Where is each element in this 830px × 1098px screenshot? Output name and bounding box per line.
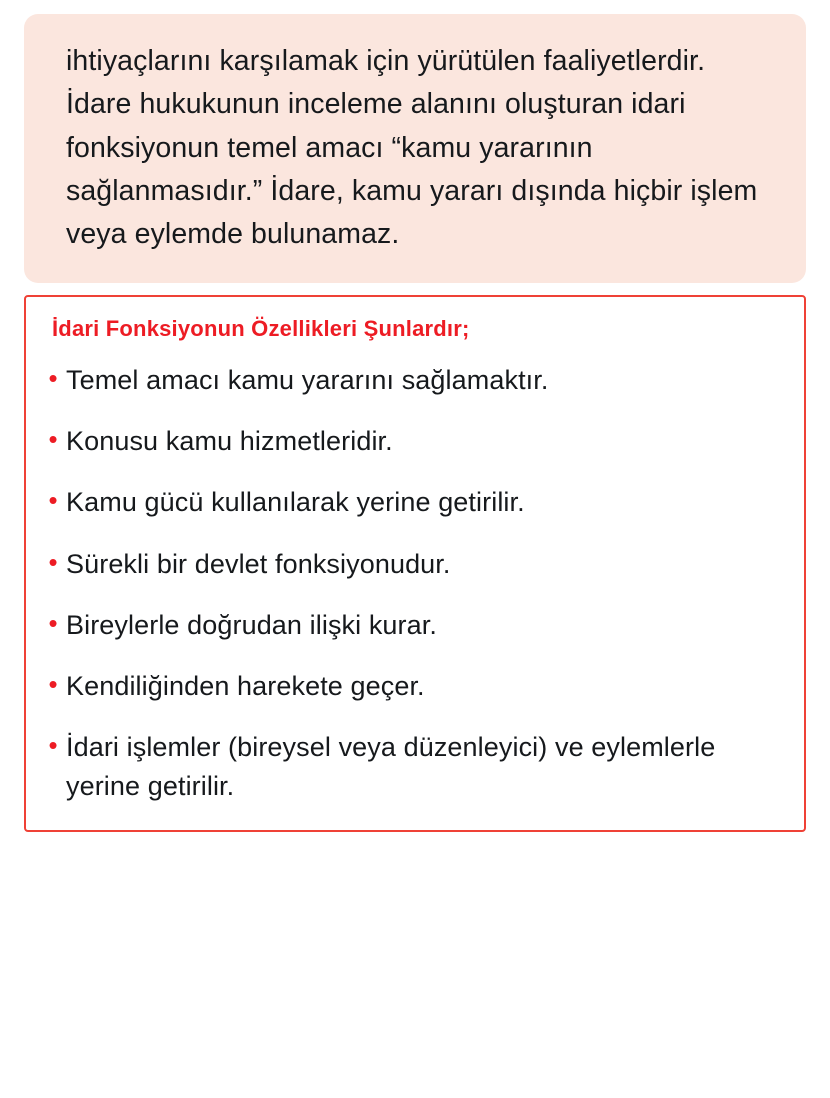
list-item [40, 361, 784, 400]
bullet-icon: • [48, 607, 58, 638]
intro-paragraph: ihtiyaçlarını karşılamak için yürütülen faaliyetlerdir. İdare hukukunun inceleme alanını oluşturan idari fonksiyonun temel amacı “kamu yararının sağlanmasıdır.” İdare, kamu yararı dışında hiçbir işlem veya eylemde bulunamaz. [66, 45, 758, 251]
features-title: İdari Fonksiyonun Özellikleri Şunlardır; [52, 315, 470, 341]
list-item-label: Kendiliğinden harekete geçer. [66, 670, 425, 701]
bullet-icon: • [48, 730, 58, 760]
list-item-label: Sürekli bir devlet fonksiyonudur. [66, 548, 451, 579]
intro-callout [24, 14, 806, 283]
list-item [40, 422, 784, 461]
list-item-label: İdari işlemler (bireysel veya düzenleyici) ve eylemlerle yerine getirilir. [66, 732, 716, 802]
bullet-icon: • [48, 363, 58, 394]
list-item [40, 606, 784, 645]
features-list [40, 361, 784, 806]
list-item [40, 728, 784, 806]
list-item-label: Bireylerle doğrudan ilişki kurar. [66, 609, 437, 640]
bullet-icon: • [48, 546, 58, 577]
list-item [40, 483, 784, 522]
features-box [24, 295, 806, 833]
list-item-label: Kamu gücü kullanılarak yerine getirilir. [66, 487, 525, 518]
list-item [40, 667, 784, 706]
list-item-label: Temel amacı kamu yararını sağlamaktır. [66, 365, 549, 396]
list-item-label: Konusu kamu hizmetleridir. [66, 426, 393, 457]
bullet-icon: • [48, 485, 58, 516]
bullet-icon: • [48, 424, 58, 455]
bullet-icon: • [48, 668, 58, 699]
list-item [40, 545, 784, 584]
